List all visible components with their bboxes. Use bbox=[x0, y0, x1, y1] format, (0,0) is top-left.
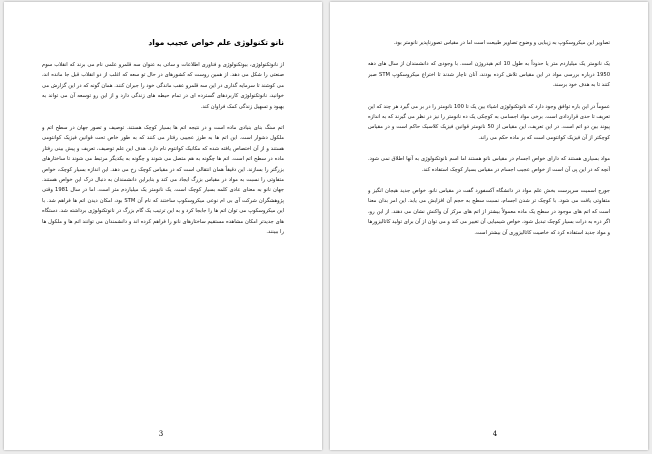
left-page bbox=[4, 2, 322, 450]
paragraph: از نانوتکنولوژی، بیوتکنولوژی و فناوری اطلاعات و ساتی به عنوان سه قلمرو علمی نام می برند که انقلاب سوم صنعتی را شکل می دهد. از همین روست که کشورهای در حال تو سعه که اغلب از دو انقلاب قبل جا مانده اند، می کوشند تا سرمایه گذاری در این سه قلمرو عقب ماندگی خود را جبران کنند. همان گونه که در این گزارش می خوانید، نانوتکنولوژی کاربردهای گسترده ای در تمام حیطه های زندگی دارد و از این رو توسعه آن می تواند به بهبود و تسهیل زندگی کمک فراوان کند. bbox=[42, 62, 284, 110]
paragraph: تصاویر این میکروسکوپ به زیبایی و وضوح تصاویر طبیعت است اما در مقیاس تصورناپذیر نانومتر بود. bbox=[393, 40, 610, 46]
paragraph: یک نانومتر یک میلیاردم متر یا حدوداً به طول 10 اتم هیدروژن است. با وجودی که دانشمندان از سال های دهه 1950 درباره بررسی مواد در این مقیاس تلاش کرده بودند، آنان ناچار شدند تا اختراع میکروسکوپ STM صبر کنند تا به هدف خود برسند. bbox=[368, 61, 610, 89]
page-number: 3 bbox=[158, 430, 164, 438]
paragraph: اتم سنگ بنای بنیادی ماده است و در نتیجه اتم ها بسیار کوچک هستند. توصیف و تصور جهان در سطح اتم و ملکول دشوار است. این اتم ها به طرز عجیبی رفتار می کنند که به طور خاص تحت قوانین فیزیک کوانتومی هستند و از آن اختصاص یافته شده که مکانیک کوانتوم نام دارد. هدف این علم توصیف، تعریف و پیش بینی رفتار ماده در سطح اتم است. اتم ها چگونه به هم متصل می شوند و چگونه به یکدیگر مرتبط می شوند تا ساختارهای بزرگتر را بسازند. این دقیقاً همان انتقالی است که در مقیاس کوچک رخ می دهد. این اندازه بسیار کوچک، خواص متفاوتی را نسبت به مواد در مقیاس بزرگ ایجاد می کند و بنابراین دانشمندان به دنبال درک این خواص هستند. جهان نانو به معنای عادی کلمه بسیار کوچک است. یک نانومتر یک میلیاردم متر است. اما در سال 1981 وقتی پژوهشگران شرکت آی بی ام نوعی میکروسکوپ ساختند که نام آن STM بود، امکان دیدن اتم ها فراهم شد. با این میکروسکوپ می توان اتم ها را جابجا کرد و به این ترتیب یک گام بزرگ در نانوتکنولوژی برداشته شد. دستگاه های جدیدتر امکان مشاهده مستقیم ساختارهای نانو را فراهم کرده اند و دانشمندان می توانند اتم ها و ملکول ها را ببینند. bbox=[42, 125, 284, 236]
paragraph: مواد بسیاری هستند که دارای خواص اجسام در مقیاس نانو هستند اما اسم نانوتکنولوژی به آنها اطلاق نمی شود. آنچه که در این پی آن است از خواص عجیب اجسام در مقیاس بسیار کوچک استفاده کند. bbox=[368, 156, 610, 173]
right-page bbox=[330, 2, 648, 450]
page-number: 4 bbox=[492, 430, 498, 438]
left-page-content bbox=[42, 38, 284, 420]
right-page-content bbox=[368, 38, 610, 420]
paragraph: جورج اسمیت سرپرست بخش علم مواد در دانشگاه آکسفورد گفت در مقیاس نانو، خواص جدید هیجان انگیز و متفاوتی یافت می شود. با کوچک تر شدن اجسام، نسبت سطح به حجم آن افزایش می یابد. این امر بدان معنا است که اتم های موجود در سطح یک ماده معمولاً بیشتر از اتم های مرکز آن واکنش نشان می دهند. از این رو، اگر ذره به ذرات بسیار کوچک تبدیل شود، خواص شیمیایی آن تغییر می کند و می توان از آن برای تولید کاتالیزورها و مواد جدید استفاده کرد که خاصیت کاتالیزوری آن بیشتر است. bbox=[368, 188, 610, 236]
article-title: نانو تکنولوژی علم خواص عجیب مواد bbox=[148, 38, 284, 47]
paragraph: عموماً در این باره توافق وجود دارد که نانوتکنولوژی اشیاء بین یک تا 100 نانومتر را در بر می گیرد هر چند که این تعریف تا حدی قراردادی است. برخی مواد اجسامی به کوچکی یک ده نانومتر را نیز در نظر می گیرند که به اندازه پیوند بین دو اتم است. در این تعریف، این مقیاس از 50 نانومتر قوانین فیزیک کلاسیک حاکم است و در مقیاس کوچکتر از آن فیزیک کوانتومی است که بر ماده حکم می راند. bbox=[368, 103, 610, 141]
